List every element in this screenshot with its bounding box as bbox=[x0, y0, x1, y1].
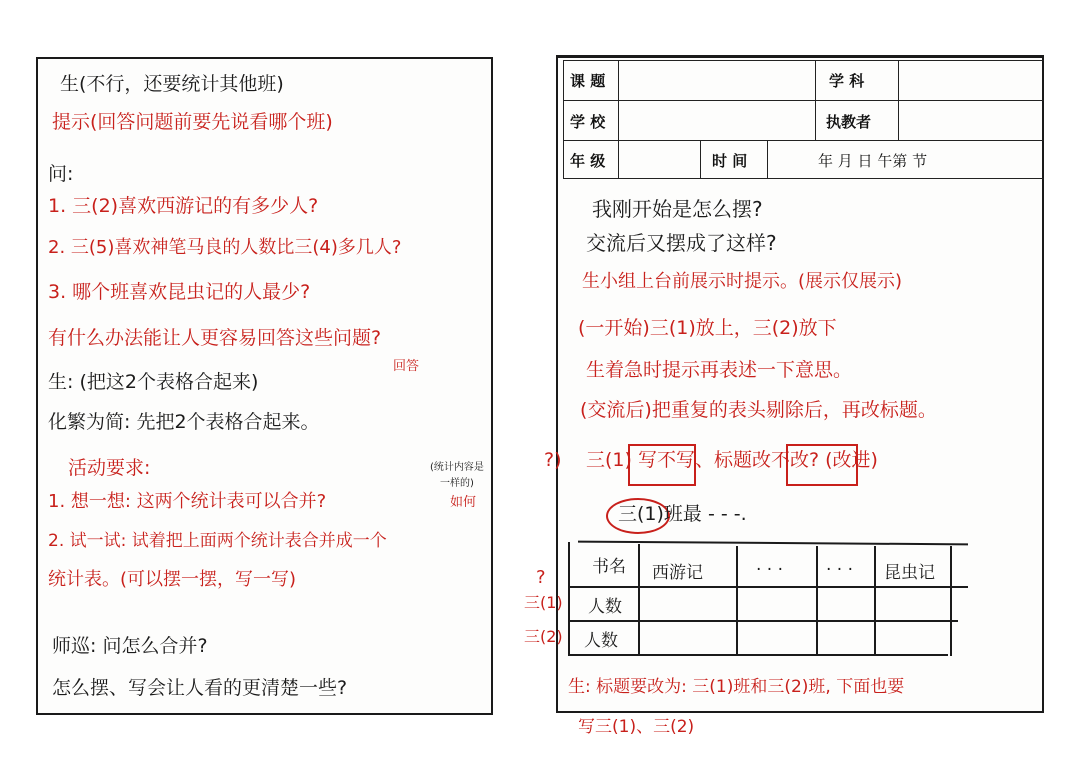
table-header-xiyouji: 西游记 bbox=[652, 563, 703, 583]
teacher-label: 执教者 bbox=[826, 113, 872, 131]
left-line-7: 有什么办法能让人更容易回答这些问题? bbox=[48, 327, 382, 349]
right-line-5: 生着急时提示再表述一下意思。 bbox=[586, 359, 853, 381]
time-label: 时 间 bbox=[712, 152, 748, 170]
highlight-box-write bbox=[628, 444, 696, 486]
left-line-14: 师巡: 问怎么合并? bbox=[52, 635, 208, 657]
right-line-3: 生小组上台前展示时提示。(展示仅展示) bbox=[582, 271, 903, 292]
left-line-13: 统计表。(可以摆一摆，写一写) bbox=[48, 569, 297, 590]
date-fields: 年 月 日 午第 节 bbox=[818, 152, 928, 170]
right-line-4: (一开始)三(1)放上，三(2)放下 bbox=[578, 317, 837, 339]
right-bottom-line-1: 生: 标题要改为: 三(1)班和三(2)班, 下面也要 bbox=[568, 677, 905, 697]
right-bottom-line-2: 写三(1)、三(2) bbox=[578, 717, 695, 737]
table-row-label-1: 人数 bbox=[588, 597, 622, 617]
left-line-4: 1. 三(2)喜欢西游记的有多少人? bbox=[48, 195, 319, 217]
school-label: 学 校 bbox=[570, 113, 606, 131]
table-row-label-2: 人数 bbox=[584, 631, 618, 651]
topic-label: 课 题 bbox=[570, 72, 606, 90]
left-line-11: 1. 想一想: 这两个统计表可以合并? bbox=[48, 491, 327, 512]
left-line-12: 2. 试一试: 试着把上面两个统计表合并成一个 bbox=[48, 531, 387, 551]
left-line-10: 活动要求: bbox=[68, 457, 151, 479]
right-line-1: 我刚开始是怎么摆? bbox=[592, 197, 763, 221]
right-line-2: 交流后又摆成了这样? bbox=[586, 231, 777, 255]
left-line-2: 提示(回答问题前要先说看哪个班) bbox=[52, 111, 333, 133]
left-line-6: 3. 哪个班喜欢昆虫记的人最少? bbox=[48, 281, 311, 303]
grade-label: 年 级 bbox=[570, 152, 606, 170]
right-lesson-plan-page bbox=[556, 55, 1044, 713]
right-line-6: (交流后)把重复的表头剔除后，再改标题。 bbox=[580, 399, 937, 421]
pencil-note-1: (统计内容是 bbox=[430, 462, 484, 473]
margin-arrow-mark: ?) bbox=[544, 449, 562, 471]
left-line-3: 问: bbox=[48, 163, 74, 185]
table-corner-book-name: 书名 bbox=[592, 557, 626, 577]
pencil-note-2: 一样的) bbox=[440, 478, 474, 489]
side-label-class-2: 三(2) bbox=[524, 627, 563, 646]
left-line-5: 2. 三(5)喜欢神笔马良的人数比三(4)多几人? bbox=[48, 237, 402, 258]
left-line-15: 怎么摆、写会让人看的更清楚一些? bbox=[52, 677, 348, 699]
subject-label: 学 科 bbox=[829, 72, 865, 90]
right-line-8: 三(1)班最 - - -. bbox=[618, 503, 747, 525]
right-line-7: 三(1) 写不写、标题改不改? (改进) bbox=[586, 449, 878, 471]
left-line-8: 生: (把这2个表格合起来) bbox=[48, 371, 259, 393]
table-header-ellipsis-2: · · · bbox=[826, 560, 854, 580]
highlight-box-title bbox=[786, 444, 858, 486]
table-header-ellipsis-1: · · · bbox=[756, 560, 784, 580]
table-header-kunchongji: 昆虫记 bbox=[884, 563, 935, 583]
question-mark: ? bbox=[536, 567, 546, 588]
answer-note: 回答 bbox=[393, 359, 420, 374]
how-note: 如何 bbox=[450, 495, 477, 510]
side-label-class-1: 三(1) bbox=[524, 593, 563, 612]
left-line-9: 化繁为简: 先把2个表格合起来。 bbox=[48, 411, 320, 433]
left-line-1: 生(不行，还要统计其他班) bbox=[60, 73, 284, 95]
